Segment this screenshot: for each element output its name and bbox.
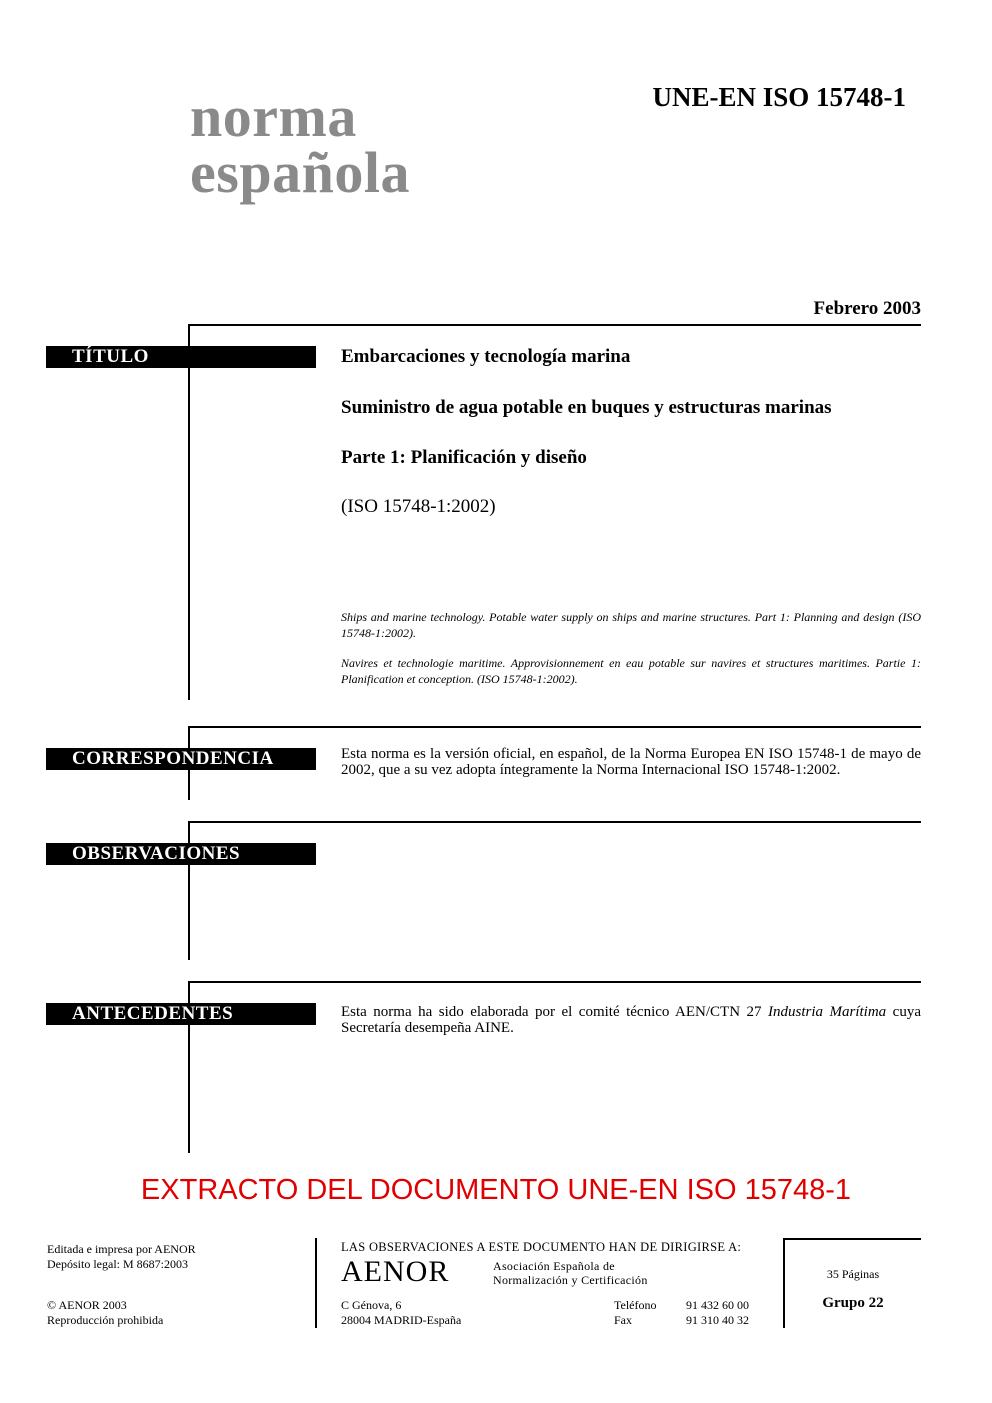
french-title: Navires et technologie maritime. Approvisionnement en eau potable sur navires et structures maritimes. Partie 1: Planification et conception. (ISO 15748-1:2002). [341, 656, 921, 686]
antecedentes-label: ANTECEDENTES [46, 1003, 316, 1025]
section-divider [188, 821, 921, 823]
section-vertical-rule [188, 821, 190, 960]
aenor-organization [493, 1259, 648, 1287]
extract-notice: EXTRACTO DEL DOCUMENTO UNE-EN ISO 15748-1 [140, 1174, 852, 1206]
org-line-2: Normalización y Certificación [493, 1273, 648, 1287]
section-divider [188, 981, 921, 983]
observations-heading: LAS OBSERVACIONES A ESTE DOCUMENTO HAN DE DIRIGIRSE A: [341, 1240, 742, 1254]
titulo-label: TÍTULO [46, 346, 316, 368]
fax-number: 91 310 40 32 [686, 1313, 749, 1327]
correspondencia-text: Esta norma es la versión oficial, en español, de la Norma Europea EN ISO 15748-1 de mayo de 2002, que a su vez adopta íntegramente la Norma Internacional ISO 15748-1:2002. [341, 746, 921, 778]
price-group: Grupo 22 [822, 1295, 884, 1311]
address-line-1: C Génova, 6 [341, 1298, 402, 1312]
committee-name: Industria Marítima [768, 1004, 887, 1020]
antecedentes-text-before: Esta norma ha sido elaborada por el comité técnico AEN/CTN 27 [341, 1004, 769, 1020]
title-line-2: Suministro de agua potable en buques y estructuras marinas [341, 397, 832, 418]
phone-number: 91 432 60 00 [686, 1298, 749, 1312]
title-line-3: Parte 1: Planificación y diseño [341, 447, 587, 468]
fax-label: Fax [614, 1313, 632, 1327]
english-title: Ships and marine technology. Potable water supply on ships and marine structures. Part 1: Planning and design (ISO 15748-1:2002). [341, 610, 921, 640]
iso-reference: (ISO 15748-1:2002) [341, 496, 496, 517]
aenor-logo: AENOR [341, 1255, 450, 1288]
antecedentes-text [341, 1004, 921, 1036]
brand-line-1: norma [190, 84, 357, 149]
footer-divider [315, 1238, 317, 1328]
footer-box-rule [783, 1238, 785, 1328]
observaciones-label: OBSERVACIONES [46, 843, 316, 865]
section-divider [188, 726, 921, 728]
org-line-1: Asociación Española de [493, 1259, 615, 1273]
address-line-2: 28004 MADRID-España [341, 1313, 462, 1327]
antecedentes-text-after: cuya Secretaría desempeña AINE. [341, 1004, 921, 1036]
footer-box-top [783, 1238, 921, 1240]
page-count: 35 Páginas [826, 1267, 880, 1281]
publication-date: Febrero 2003 [813, 298, 921, 319]
standard-code: UNE-EN ISO 15748-1 [652, 82, 906, 112]
section-divider [188, 324, 921, 326]
section-vertical-rule [188, 324, 190, 700]
footer-reproduction: Reproducción prohibida [47, 1313, 164, 1327]
footer-edited-by: Editada e impresa por AENOR [47, 1242, 196, 1256]
brand-line-2: española [190, 140, 410, 205]
correspondencia-label: CORRESPONDENCIA [46, 748, 316, 770]
phone-label: Teléfono [614, 1298, 657, 1312]
footer-legal-deposit: Depósito legal: M 8687:2003 [47, 1257, 188, 1271]
footer-copyright: © AENOR 2003 [47, 1298, 127, 1312]
title-line-1: Embarcaciones y tecnología marina [341, 346, 631, 367]
